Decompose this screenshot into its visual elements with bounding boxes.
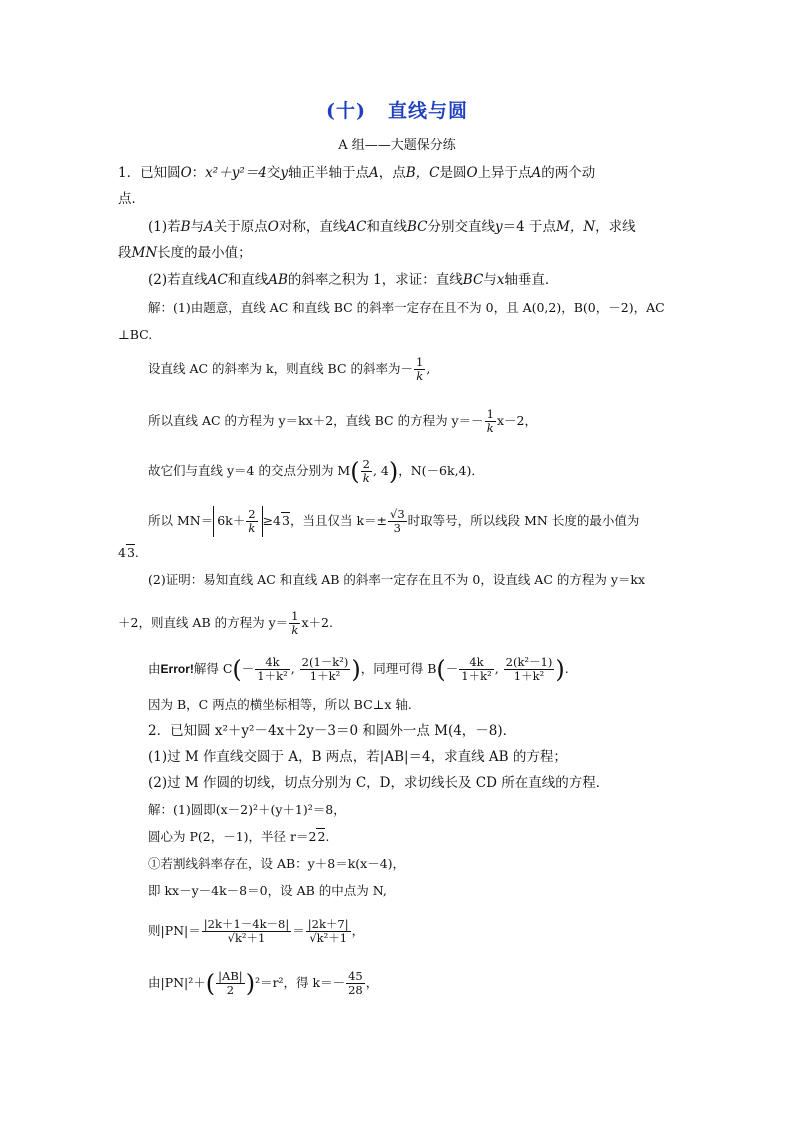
q1-solution-line2: ⊥BC. — [118, 327, 153, 342]
q1-solution-line8: (2)证明：易知直线 AC 和直线 AB 的斜率一定存在且不为 0，设直线 AC 的方程为 y＝kx — [148, 572, 646, 587]
q1-solution-line1: 解：(1)由题意，直线 AC 和直线 BC 的斜率一定存在且不为 0，且 A(0,2)，B(0，－2)，AC — [148, 300, 665, 315]
absolute-value: 6k＋ $\frac{2}{k}$ — [213, 506, 262, 537]
q2-part1: (1)过 M 作直线交圆于 A，B 两点，若|AB|＝4，求直线 AB 的方程； — [148, 749, 567, 765]
fraction: $\frac{45}{28}$ — [348, 969, 363, 997]
page-title — [0, 96, 794, 123]
q1-stem: 1．已知圆O：x²＋y²＝4交y轴正半轴于点A，点B，C是圆O上异于点A的两个动 — [118, 165, 596, 181]
fraction: $\frac{1}{k}$ — [291, 609, 299, 637]
fraction: $\frac{|2k+7|}{\text{√k²＋1}}$ — [307, 917, 349, 945]
error-marker: Error! — [160, 662, 194, 676]
title-number: (十) — [326, 100, 366, 122]
fraction: $\frac{1}{k}$ — [486, 407, 494, 435]
fraction: $\frac{|2k+1-4k-8|}{\text{√k²＋1}}$ — [203, 917, 290, 945]
q2-solution-line2: 圆心为 P(2，－1)，半径 r＝22. — [148, 829, 330, 844]
q1-part1-cont: 段MN长度的最小值； — [118, 245, 252, 261]
fraction: $\frac{2}{k}$ — [362, 457, 370, 485]
q1-solution-line3: 设直线 AC 的斜率为 k，则直线 BC 的斜率为－ $\frac{1}{k}$ , — [148, 355, 431, 383]
q1-solution-line7: 43. — [118, 545, 139, 560]
q1-part1: (1)若B与A关于原点O对称，直线AC和直线BC分别交直线y＝4 于点M，N，求线 — [148, 219, 636, 235]
q2-solution-line3: ①若割线斜率存在，设 AB：y＋8＝k(x－4)， — [148, 856, 406, 871]
q2-solution-line1: 解：(1)圆即(x－2)²＋(y＋1)²＝8， — [148, 802, 346, 817]
q1-solution-line5: 故它们与直线 y＝4 的交点分别为 M( $\frac{2}{k}$ , 4)，N(－6k,4)． — [148, 457, 484, 486]
q1-solution-line4: 所以直线 AC 的方程为 y＝kx＋2，直线 BC 的方程为 y＝－ $\frac{1}{k}$ x－2， — [148, 407, 537, 435]
q1-part2: (2)若直线AC和直线AB的斜率之积为 1，求证：直线BC与x轴垂直． — [148, 272, 559, 288]
q1-solution-line10: 由Error!解得 C(－ $\frac{4k}{\text{1＋k²}}$ , $\frac{\text{2(1－k²)}}{\text{1＋k²}}$ )，同理可得 B(－ $\frac{4k}{\text{1＋k²}}$ , $\frac{\text{2(k²－1)}}{\text{1＋k²}}$ ). — [148, 655, 569, 684]
q2-solution-line6: 由|PN|²＋( $\frac{|AB|}{2}$ )²＝r²，得 k＝－ $\frac{45}{28}$ ， — [148, 969, 379, 998]
fraction: $\frac{|AB|}{2}$ — [218, 969, 243, 997]
q2-stem: 2．已知圆 x²＋y²－4x＋2y－3＝0 和圆外一点 M(4，－8)． — [148, 723, 517, 739]
q2-solution-line4: 即 kx－y－4k－8＝0，设 AB 的中点为 N, — [148, 883, 387, 898]
q1-solution-line11: 因为 B，C 两点的横坐标相等，所以 BC⊥x 轴. — [148, 697, 412, 712]
fraction: $\frac{1}{k}$ — [416, 355, 424, 383]
title-name: 直线与圆 — [387, 100, 468, 122]
q1-solution-line6: 所以 MN＝ 6k＋ $\frac{2}{k}$ ≥43，当且仅当 k＝± $\frac{√3}{3}$ 时取等号，所以线段 MN 长度的最小值为 — [148, 507, 640, 535]
q2-part2: (2)过 M 作圆的切线，切点分别为 C，D，求切线长及 CD 所在直线的方程． — [148, 775, 610, 791]
section-heading: A 组——大题保分练 — [338, 138, 456, 153]
fraction: $\frac{√3}{3}$ — [390, 507, 405, 535]
q1-solution-line9: ＋2，则直线 AB 的方程为 y＝ $\frac{1}{k}$ x＋2. — [118, 609, 333, 637]
q2-solution-line5: 则|PN|＝ $\frac{|2k+1-4k-8|}{\text{√k²＋1}}$ ＝ $\frac{|2k+7|}{\text{√k²＋1}}$ ， — [148, 917, 365, 945]
q1-stem-cont: 点． — [118, 191, 145, 207]
